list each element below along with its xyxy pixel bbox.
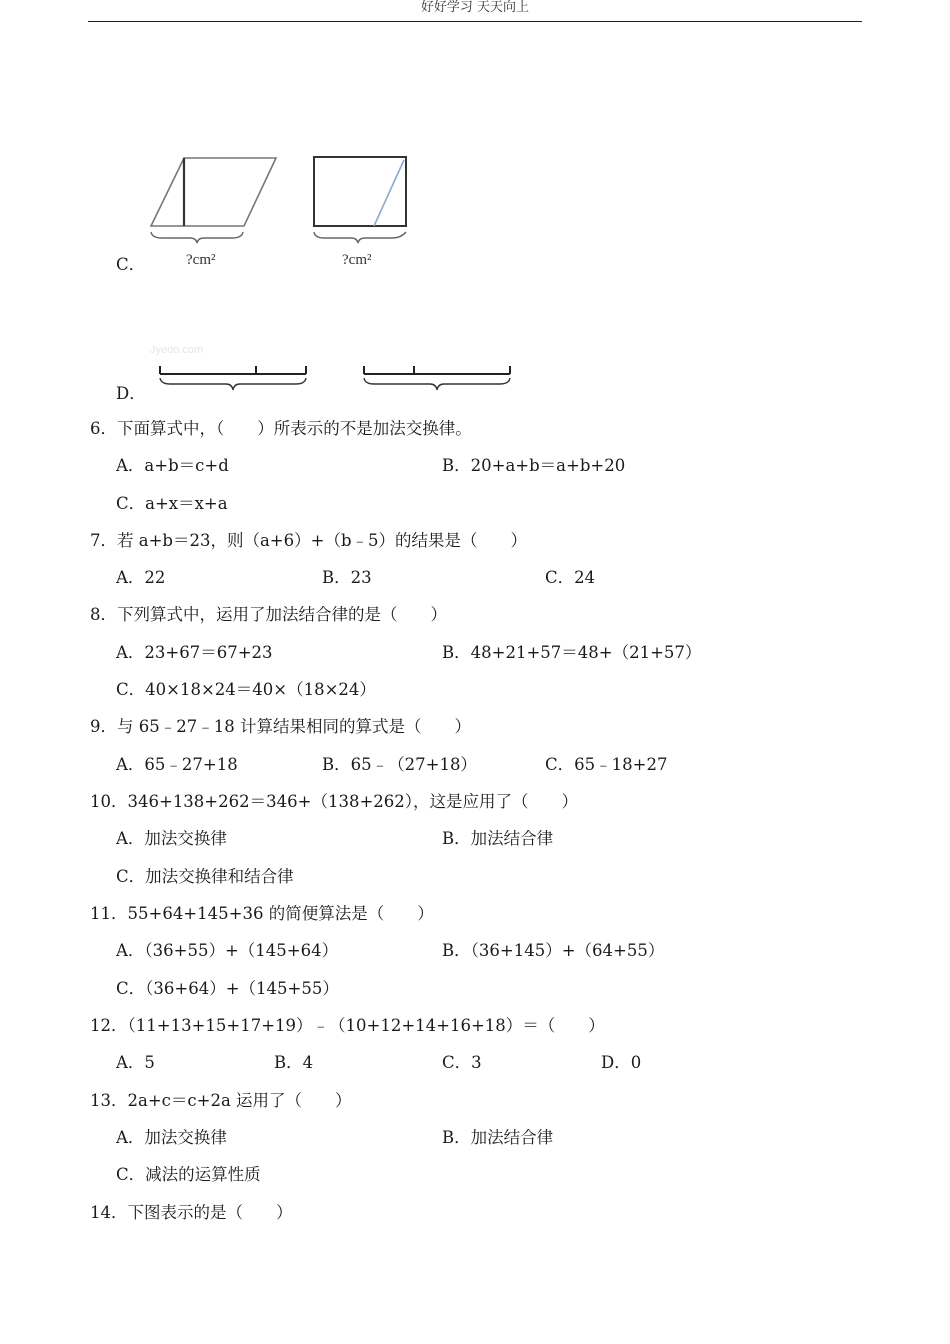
question-13-option-b: B．加法结合律	[442, 1128, 554, 1147]
option-d-label: D．	[116, 384, 146, 403]
question-12-option-a: A．5	[116, 1053, 155, 1072]
question-12-option-d: D．0	[601, 1053, 642, 1072]
figure-c-rectangle	[310, 152, 414, 244]
figure-d-segment-right	[362, 362, 514, 394]
header-title: 好好学习 天天向上	[420, 0, 530, 15]
page-header	[88, 0, 862, 22]
question-12-stem: 12．（11+13+15+17+19）﹣（10+12+14+16+18）＝（ ）	[90, 1016, 605, 1035]
figure-d-watermark: Jyeoo.com	[150, 344, 204, 356]
question-11-option-c: C．（36+64）+（145+55）	[116, 979, 339, 998]
question-6-option-b: B．20+a+b＝a+b+20	[442, 456, 626, 475]
question-12-option-c: C．3	[442, 1053, 482, 1072]
question-13-option-c: C．减法的运算性质	[116, 1165, 261, 1184]
question-8-option-a: A．23+67＝67+23	[116, 643, 273, 662]
figure-c-parallelogram	[148, 152, 280, 244]
question-13-stem: 13．2a+c＝c+2a 运用了（ ）	[90, 1091, 352, 1110]
question-9-option-b: B．65﹣（27+18）	[322, 755, 477, 774]
figure-d-segment-left	[158, 362, 310, 394]
option-c-label: C．	[116, 255, 146, 274]
question-10-stem: 10．346+138+262＝346+（138+262），这是应用了（ ）	[90, 792, 579, 811]
question-7-stem: 7．若 a+b＝23，则（a+6）+（b﹣5）的结果是（ ）	[90, 531, 528, 550]
question-11-option-b: B．（36+145）+（64+55）	[442, 941, 665, 960]
question-9-stem: 9．与 65﹣27﹣18 计算结果相同的算式是（ ）	[90, 717, 471, 736]
question-13-option-a: A．加法交换律	[116, 1128, 227, 1147]
figure-c-left-caption: ?cm²	[186, 252, 216, 268]
question-6-option-c: C．a+x＝x+a	[116, 494, 228, 513]
question-10-option-a: A．加法交换律	[116, 829, 227, 848]
question-8-option-c: C．40×18×24＝40×（18×24）	[116, 680, 376, 699]
question-8-option-b: B．48+21+57＝48+（21+57）	[442, 643, 702, 662]
question-14-stem: 14．下图表示的是（ ）	[90, 1203, 293, 1222]
figure-c-right-caption: ?cm²	[342, 252, 372, 268]
question-7-option-c: C．24	[545, 568, 596, 587]
question-6-option-a: A．a+b＝c+d	[116, 456, 229, 475]
question-7-option-a: A．22	[116, 568, 166, 587]
question-10-option-b: B．加法结合律	[442, 829, 554, 848]
question-11-option-a: A．（36+55）+（145+64）	[116, 941, 339, 960]
question-6-stem: 6．下面算式中，（ ）所表示的不是加法交换律。	[90, 419, 472, 438]
question-9-option-a: A．65﹣27+18	[116, 755, 238, 774]
question-9-option-c: C．65﹣18+27	[545, 755, 668, 774]
question-10-option-c: C．加法交换律和结合律	[116, 867, 294, 886]
question-11-stem: 11．55+64+145+36 的简便算法是（ ）	[90, 904, 434, 923]
question-7-option-b: B．23	[322, 568, 372, 587]
question-12-option-b: B．4	[274, 1053, 314, 1072]
question-8-stem: 8．下列算式中，运用了加法结合律的是（ ）	[90, 605, 447, 624]
